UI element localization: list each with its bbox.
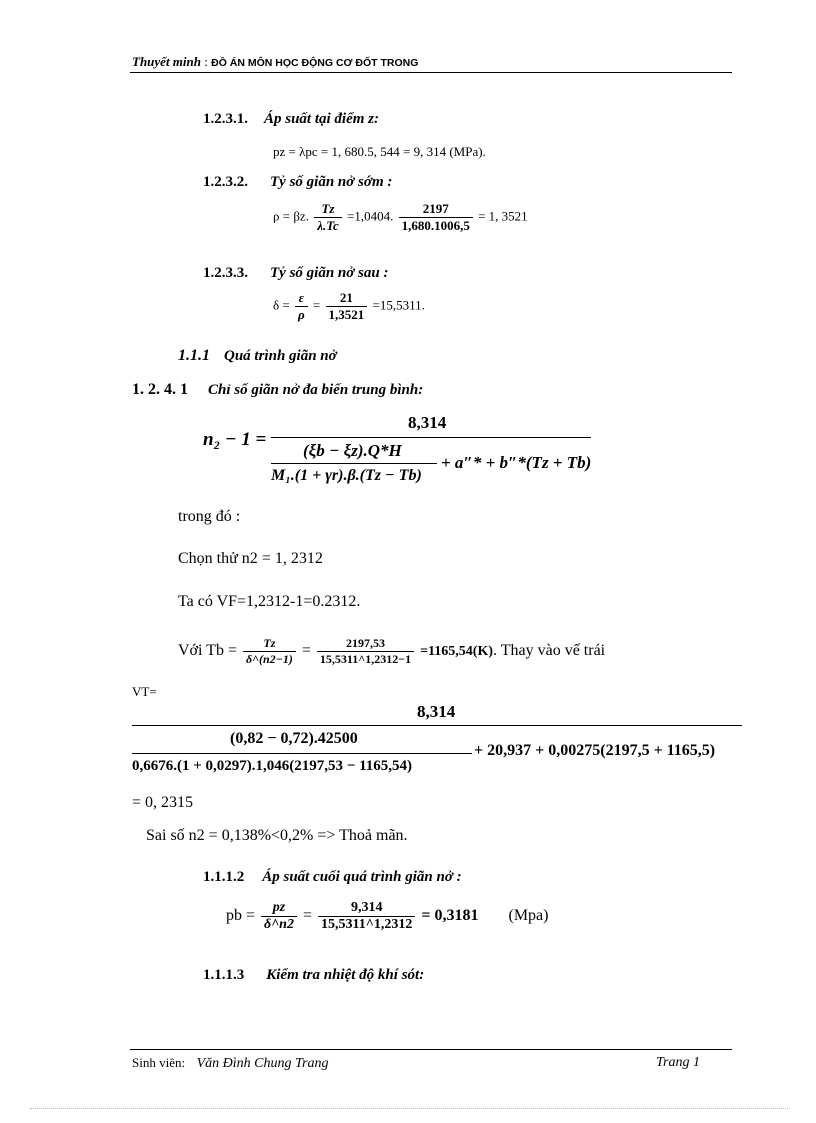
pb-f1-num: pz — [272, 900, 286, 915]
equation-delta — [273, 290, 425, 323]
tb-f2-num: 2197,53 — [346, 636, 385, 650]
delta-f2-den: 1,3521 — [326, 306, 368, 323]
tb-fraction-2 — [317, 636, 414, 667]
header-label: Thuyết minh — [132, 54, 201, 69]
text-ta-co: Ta có VF=1,2312-1=0.2312. — [178, 593, 361, 610]
section-1232 — [203, 173, 392, 191]
section-number: 1. 2. 4. 1 — [132, 381, 188, 398]
header-title: ĐỒ ÁN MÔN HỌC ĐỘNG CƠ ĐỐT TRONG — [211, 57, 419, 69]
section-1233 — [203, 264, 388, 282]
section-number: 1.1.1.3 — [203, 967, 245, 983]
section-number: 1.2.3.3. — [203, 265, 248, 281]
tb-f2-den: 15,5311^1,2312−1 — [317, 651, 414, 667]
vt-inner-fraction-bar — [132, 753, 472, 754]
pb-unit: (Mpa) — [508, 907, 549, 925]
delta-eq: = — [312, 297, 321, 313]
pb-fraction-1 — [261, 900, 297, 933]
section-111 — [178, 347, 337, 365]
n2-inner-numerator: (ξb − ξz).Q*H — [303, 441, 402, 460]
delta-lhs: δ = — [273, 297, 290, 313]
n2-main-fraction-bar — [271, 437, 591, 438]
section-title: Áp suất tại điểm z: — [264, 111, 380, 127]
n2-inner-denominator: M₁.(1 + γr).β.(Tz − Tb) — [271, 467, 422, 484]
section-1231 — [203, 110, 379, 128]
section-title: Tỷ số giãn nở sau : — [270, 265, 389, 281]
text-sai-so: Sai số n2 = 0,138%<0,2% => Thoả mãn. — [146, 827, 408, 844]
vt-inner-denominator: 0,6676.(1 + 0,0297).1,046(2197,53 − 1165,54) — [132, 758, 412, 774]
footer-page-number: Trang 1 — [656, 1055, 700, 1070]
header-separator: : — [201, 54, 212, 69]
pb-f2-den: 15,5311^1,2312 — [318, 916, 415, 933]
text-result: = 0, 2315 — [132, 794, 194, 811]
rho-fraction-1 — [314, 201, 342, 234]
delta-f1-den: ρ — [295, 306, 308, 323]
footer-rule — [130, 1049, 732, 1050]
section-title: Kiểm tra nhiệt độ khí sót: — [266, 967, 425, 983]
footer-student-name: Văn Đình Chung Trang — [196, 1056, 329, 1071]
text-chon-thu: Chọn thử n2 = 1, 2312 — [178, 550, 323, 567]
footer-student-label: Sinh viên: — [132, 1055, 186, 1070]
tb-prefix: Với Tb = — [178, 642, 237, 660]
equation-n2 — [203, 413, 603, 503]
tb-f1-num: Tz — [263, 636, 276, 650]
footer-student — [132, 1055, 328, 1072]
vt-tail: + 20,937 + 0,00275(2197,5 + 1165,5) — [474, 742, 716, 759]
n2-numerator: 8,314 — [408, 413, 447, 432]
page-header — [132, 54, 418, 70]
equation-tb: Với Tb = $\frac{Tz}{\delta\^{}(n2-1)}$ = $\frac{2197,53}{15,5311\^{}1,2312-1}$ =1165,54(K). Thay vào vế trái — [178, 636, 606, 666]
rho-fraction-2 — [399, 201, 473, 234]
n2-tail: + a″* + b″*(Tz + Tb) — [441, 453, 592, 472]
rho-f2-num: 2197 — [422, 201, 449, 216]
tb-result: =1165,54(K) — [420, 644, 493, 660]
pb-result: = 0,3181 — [421, 907, 479, 925]
n2-inner-fraction-bar — [271, 463, 437, 464]
rho-result: = 1, 3521 — [478, 208, 528, 224]
delta-result: =15,5311. — [372, 297, 425, 313]
section-number: 1.2.3.1. — [203, 111, 248, 127]
tb-suffix: . Thay vào vế trái — [493, 642, 606, 660]
section-title: Tỷ số giãn nở sớm : — [270, 174, 393, 190]
equation-rho — [273, 201, 528, 234]
vt-inner-numerator: (0,82 − 0,72).42500 — [230, 730, 358, 747]
text-vt: VT= — [132, 684, 157, 699]
tb-fraction-1 — [243, 636, 296, 667]
section-number: 1.1.1 — [178, 347, 210, 364]
page-bottom-border — [30, 1108, 790, 1109]
n2-lhs: n₂ − 1 = — [203, 429, 267, 450]
rho-f1-num: Tz — [321, 201, 335, 216]
equation-pz: pz = λpc = 1, 680.5, 544 = 9, 314 (MPa). — [273, 144, 486, 159]
delta-fraction-1 — [295, 290, 308, 323]
rho-mid: =1,0404. — [347, 208, 394, 224]
header-rule — [130, 72, 732, 73]
section-number: 1.1.1.2 — [203, 869, 245, 885]
tb-f1-den: δ^(n2−1) — [243, 651, 296, 667]
equation-vt — [132, 700, 744, 792]
text-trong-do: trong đó : — [178, 508, 241, 525]
vt-main-fraction-bar — [132, 725, 742, 726]
delta-fraction-2 — [326, 290, 368, 323]
pb-lhs: pb = — [226, 907, 256, 925]
rho-f1-den: λ.Tc — [314, 217, 342, 234]
section-title: Áp suất cuối quá trình giãn nở : — [262, 869, 462, 885]
section-title: Chỉ số giãn nở đa biến trung bình: — [208, 382, 424, 398]
vt-numerator: 8,314 — [417, 702, 456, 721]
delta-f2-num: 21 — [339, 290, 353, 305]
pb-f1-den: δ^n2 — [261, 916, 297, 933]
section-number: 1.2.3.2. — [203, 174, 248, 190]
delta-f1-num: ε — [298, 290, 304, 305]
pb-fraction-2 — [318, 900, 415, 933]
equation-pb: pb = $\frac{pz}{\delta\^{}n2}$ = $\frac{9,314}{15,5311\^{}1,2312}$ = 0,3181 (Mpa) — [226, 900, 549, 932]
rho-f2-den: 1,680.1006,5 — [399, 217, 473, 234]
section-1241 — [132, 381, 423, 399]
section-1112 — [203, 868, 462, 886]
section-1113 — [203, 966, 424, 984]
pb-f2-num: 9,314 — [350, 900, 383, 915]
section-title: Quá trình giãn nở — [224, 348, 337, 364]
rho-lhs: ρ = βz. — [273, 208, 309, 224]
